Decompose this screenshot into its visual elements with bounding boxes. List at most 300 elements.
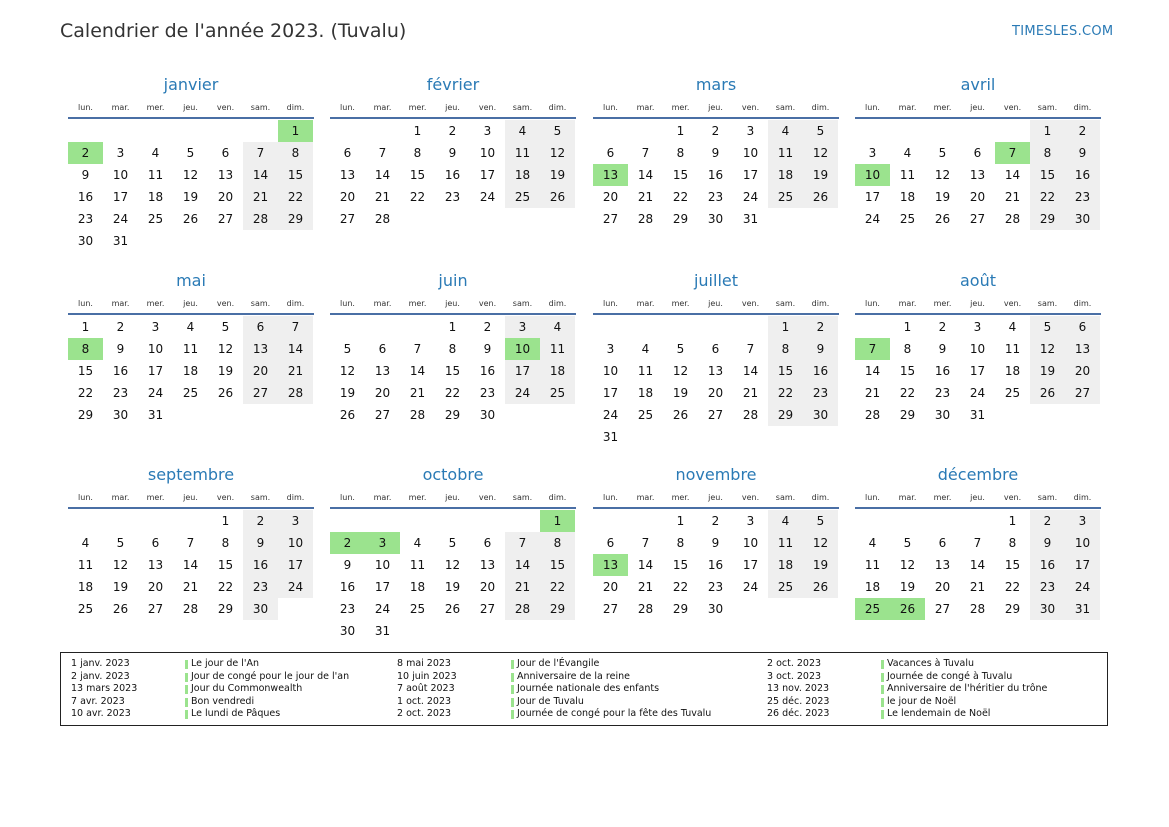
day-cell: 16 bbox=[1065, 164, 1100, 186]
month-name: mai bbox=[176, 271, 206, 290]
day-cell: 22 bbox=[672, 190, 689, 204]
day-cell: 28 bbox=[969, 602, 986, 616]
day-cell: 29 bbox=[899, 408, 916, 422]
day-cell: 14 bbox=[243, 164, 278, 186]
day-cell: 14 bbox=[864, 364, 881, 378]
day-cell: 19 bbox=[1030, 360, 1065, 382]
day-cell: 14 bbox=[409, 364, 426, 378]
day-cell: 27 bbox=[147, 602, 164, 616]
day-cell: 30 bbox=[1065, 208, 1100, 230]
day-cell: 2 bbox=[243, 510, 278, 532]
day-cell: 4 bbox=[413, 536, 422, 550]
weekday-header bbox=[855, 487, 1101, 509]
day-cell: 1 bbox=[1008, 514, 1017, 528]
weekday-label: sam. bbox=[1037, 298, 1058, 308]
empty-cell bbox=[698, 316, 733, 338]
month-1 bbox=[330, 73, 576, 230]
day-cell: 8 bbox=[278, 142, 313, 164]
empty-cell bbox=[995, 120, 1030, 142]
empty-cell bbox=[173, 510, 208, 532]
day-cell: 20 bbox=[1065, 360, 1100, 382]
day-cell: 31 bbox=[374, 624, 391, 638]
day-cell: 28 bbox=[374, 212, 391, 226]
day-cell: 4 bbox=[81, 536, 90, 550]
day-cell: 18 bbox=[864, 580, 881, 594]
day-grid bbox=[855, 510, 1101, 620]
day-cell: 14 bbox=[637, 168, 654, 182]
legend-date: 2 oct. 2023 bbox=[767, 658, 822, 669]
day-cell: 21 bbox=[742, 386, 759, 400]
legend-holiday-name: Jour de congé pour le jour de l'an bbox=[185, 671, 349, 684]
legend-holiday-name: Anniversaire de la reine bbox=[511, 671, 711, 684]
day-grid bbox=[855, 120, 1101, 230]
day-cell: 21 bbox=[182, 580, 199, 594]
day-cell: 12 bbox=[934, 168, 951, 182]
weekday-label: lun. bbox=[340, 492, 355, 502]
day-cell: 8 bbox=[676, 536, 685, 550]
day-cell: 26 bbox=[112, 602, 129, 616]
month-8 bbox=[68, 463, 314, 620]
day-cell: 8 bbox=[413, 146, 422, 160]
day-cell: 23 bbox=[707, 190, 724, 204]
day-cell: 15 bbox=[444, 364, 461, 378]
day-cell: 3 bbox=[151, 320, 160, 334]
day-cell: 6 bbox=[938, 536, 947, 550]
day-cell: 27 bbox=[339, 212, 356, 226]
empty-cell bbox=[208, 120, 243, 142]
empty-cell bbox=[365, 120, 400, 142]
day-cell: 20 bbox=[243, 360, 278, 382]
day-cell: 13 bbox=[374, 364, 391, 378]
weekday-header bbox=[593, 293, 839, 315]
day-cell: 3 bbox=[1065, 510, 1100, 532]
weekday-header bbox=[593, 487, 839, 509]
empty-cell bbox=[628, 316, 663, 338]
day-cell: 9 bbox=[483, 342, 492, 356]
day-cell: 10 bbox=[112, 168, 129, 182]
empty-cell bbox=[243, 120, 278, 142]
month-name: février bbox=[426, 75, 480, 94]
day-cell: 28 bbox=[864, 408, 881, 422]
day-cell: 23 bbox=[803, 382, 838, 404]
weekday-label: sam. bbox=[775, 298, 796, 308]
empty-cell bbox=[365, 316, 400, 338]
empty-cell bbox=[733, 316, 768, 338]
empty-cell bbox=[628, 120, 663, 142]
day-cell: 5 bbox=[676, 342, 685, 356]
day-cell: 5 bbox=[116, 536, 125, 550]
weekday-label: jeu. bbox=[970, 298, 985, 308]
day-cell: 23 bbox=[243, 576, 278, 598]
day-cell: 22 bbox=[217, 580, 234, 594]
day-cell: 9 bbox=[711, 536, 720, 550]
day-cell: 24 bbox=[479, 190, 496, 204]
day-cell: 12 bbox=[803, 532, 838, 554]
empty-cell bbox=[400, 316, 435, 338]
empty-cell bbox=[138, 120, 173, 142]
day-cell: 18 bbox=[182, 364, 199, 378]
day-cell: 16 bbox=[243, 554, 278, 576]
month-4 bbox=[68, 269, 314, 426]
day-cell: 30 bbox=[707, 212, 724, 226]
day-cell: 12 bbox=[112, 558, 129, 572]
day-cell: 4 bbox=[1008, 320, 1017, 334]
day-cell: 31 bbox=[602, 430, 619, 444]
day-cell: 18 bbox=[1004, 364, 1021, 378]
month-name: juillet bbox=[693, 271, 739, 290]
legend-holiday-name: Le lundi de Pâques bbox=[185, 708, 349, 721]
day-cell: 22 bbox=[1004, 580, 1021, 594]
day-cell: 1 bbox=[81, 320, 90, 334]
day-cell: 11 bbox=[147, 168, 164, 182]
day-cell: 1 bbox=[676, 124, 685, 138]
day-cell: 14 bbox=[969, 558, 986, 572]
day-cell: 1 bbox=[1030, 120, 1065, 142]
day-cell: 5 bbox=[448, 536, 457, 550]
day-cell: 9 bbox=[448, 146, 457, 160]
day-cell: 5 bbox=[803, 510, 838, 532]
day-cell: 4 bbox=[505, 120, 540, 142]
day-cell: 20 bbox=[147, 580, 164, 594]
day-cell: 15 bbox=[672, 168, 689, 182]
day-cell: 3 bbox=[505, 316, 540, 338]
day-cell: 16 bbox=[1030, 554, 1065, 576]
weekday-label: mar. bbox=[636, 298, 655, 308]
day-cell: 10 bbox=[969, 342, 986, 356]
empty-cell bbox=[960, 510, 995, 532]
empty-cell bbox=[855, 510, 890, 532]
day-cell: 16 bbox=[77, 190, 94, 204]
day-cell: 11 bbox=[540, 338, 575, 360]
day-cell: 26 bbox=[217, 386, 234, 400]
empty-cell bbox=[960, 120, 995, 142]
day-cell: 6 bbox=[378, 342, 387, 356]
day-cell: 21 bbox=[1004, 190, 1021, 204]
day-cell: 3 bbox=[278, 510, 313, 532]
day-cell: 22 bbox=[540, 576, 575, 598]
day-cell: 28 bbox=[243, 208, 278, 230]
day-cell: 3 bbox=[868, 146, 877, 160]
legend-date: 7 août 2023 bbox=[397, 683, 455, 695]
day-cell: 7 bbox=[746, 342, 755, 356]
day-grid bbox=[593, 316, 839, 448]
day-cell: 22 bbox=[899, 386, 916, 400]
weekday-header bbox=[68, 97, 314, 119]
day-cell: 11 bbox=[182, 342, 199, 356]
weekday-label: jeu. bbox=[183, 492, 198, 502]
day-cell: 4 bbox=[540, 316, 575, 338]
weekday-label: dim. bbox=[286, 102, 305, 112]
weekday-label: ven. bbox=[1003, 492, 1022, 502]
day-cell: 15 bbox=[768, 360, 803, 382]
day-cell: 30 bbox=[112, 408, 129, 422]
weekday-label: lun. bbox=[78, 298, 93, 308]
day-cell: 3 bbox=[973, 320, 982, 334]
day-cell: 25 bbox=[637, 408, 654, 422]
day-cell: 20 bbox=[707, 386, 724, 400]
day-cell: 23 bbox=[444, 190, 461, 204]
day-cell: 12 bbox=[540, 142, 575, 164]
day-cell: 15 bbox=[409, 168, 426, 182]
empty-cell bbox=[890, 120, 925, 142]
day-cell: 24 bbox=[147, 386, 164, 400]
weekday-label: mar. bbox=[898, 492, 917, 502]
legend-names-column bbox=[185, 658, 349, 721]
day-cell: 7 bbox=[413, 342, 422, 356]
weekday-label: dim. bbox=[286, 492, 305, 502]
day-cell: 16 bbox=[339, 580, 356, 594]
holiday-day-cell: 7 bbox=[855, 338, 890, 360]
legend-holiday-name: Jour de Tuvalu bbox=[511, 696, 711, 709]
day-cell: 4 bbox=[903, 146, 912, 160]
legend-date: 1 janv. 2023 bbox=[71, 658, 130, 669]
weekday-label: jeu. bbox=[445, 492, 460, 502]
day-cell: 7 bbox=[378, 146, 387, 160]
site-link[interactable]: TIMESLES.COM bbox=[1012, 24, 1114, 39]
day-cell: 28 bbox=[182, 602, 199, 616]
day-cell: 21 bbox=[409, 386, 426, 400]
empty-cell bbox=[103, 120, 138, 142]
weekday-label: dim. bbox=[811, 298, 830, 308]
weekday-label: lun. bbox=[603, 298, 618, 308]
day-cell: 27 bbox=[217, 212, 234, 226]
day-grid bbox=[330, 510, 576, 642]
day-cell: 3 bbox=[746, 124, 755, 138]
weekday-label: mer. bbox=[408, 102, 427, 112]
month-0 bbox=[68, 73, 314, 252]
day-grid bbox=[68, 120, 314, 252]
legend-date: 13 nov. 2023 bbox=[767, 683, 830, 695]
day-cell: 16 bbox=[707, 168, 724, 182]
empty-cell bbox=[365, 510, 400, 532]
empty-cell bbox=[330, 316, 365, 338]
weekday-header bbox=[330, 97, 576, 119]
weekday-label: mar. bbox=[898, 102, 917, 112]
weekday-label: dim. bbox=[548, 492, 567, 502]
day-cell: 25 bbox=[1004, 386, 1021, 400]
day-cell: 1 bbox=[903, 320, 912, 334]
day-cell: 10 bbox=[278, 532, 313, 554]
legend-names-column bbox=[511, 658, 711, 721]
day-cell: 18 bbox=[768, 164, 803, 186]
weekday-label: jeu. bbox=[970, 492, 985, 502]
weekday-label: lun. bbox=[865, 102, 880, 112]
weekday-label: mer. bbox=[408, 298, 427, 308]
weekday-label: jeu. bbox=[445, 298, 460, 308]
month-name: janvier bbox=[163, 75, 219, 94]
weekday-label: dim. bbox=[811, 492, 830, 502]
weekday-label: sam. bbox=[250, 492, 271, 502]
day-cell: 27 bbox=[374, 408, 391, 422]
day-cell: 6 bbox=[711, 342, 720, 356]
day-cell: 18 bbox=[505, 164, 540, 186]
day-cell: 13 bbox=[934, 558, 951, 572]
holiday-day-cell: 7 bbox=[995, 142, 1030, 164]
weekday-label: dim. bbox=[1073, 102, 1092, 112]
page-title: Calendrier de l'année 2023. (Tuvalu) bbox=[60, 20, 407, 42]
day-cell: 8 bbox=[903, 342, 912, 356]
day-cell: 25 bbox=[182, 386, 199, 400]
day-cell: 28 bbox=[1004, 212, 1021, 226]
weekday-label: lun. bbox=[78, 102, 93, 112]
day-cell: 25 bbox=[147, 212, 164, 226]
day-cell: 11 bbox=[77, 558, 94, 572]
weekday-label: sam. bbox=[1037, 102, 1058, 112]
weekday-label: ven. bbox=[478, 102, 497, 112]
day-cell: 8 bbox=[1030, 142, 1065, 164]
day-cell: 15 bbox=[77, 364, 94, 378]
holiday-day-cell: 13 bbox=[593, 554, 628, 576]
day-cell: 27 bbox=[243, 382, 278, 404]
weekday-label: mer. bbox=[146, 298, 165, 308]
day-cell: 9 bbox=[243, 532, 278, 554]
day-cell: 2 bbox=[711, 514, 720, 528]
day-cell: 28 bbox=[505, 598, 540, 620]
day-cell: 8 bbox=[221, 536, 230, 550]
day-cell: 6 bbox=[243, 316, 278, 338]
weekday-label: mer. bbox=[933, 102, 952, 112]
weekday-label: sam. bbox=[512, 492, 533, 502]
day-cell: 29 bbox=[672, 602, 689, 616]
day-cell: 26 bbox=[182, 212, 199, 226]
day-cell: 21 bbox=[243, 186, 278, 208]
month-name: octobre bbox=[422, 465, 484, 484]
day-cell: 30 bbox=[803, 404, 838, 426]
day-cell: 24 bbox=[602, 408, 619, 422]
empty-cell bbox=[173, 120, 208, 142]
day-cell: 23 bbox=[339, 602, 356, 616]
weekday-label: lun. bbox=[865, 298, 880, 308]
day-cell: 21 bbox=[374, 190, 391, 204]
day-cell: 17 bbox=[602, 386, 619, 400]
weekday-header bbox=[593, 97, 839, 119]
day-cell: 3 bbox=[116, 146, 125, 160]
day-cell: 25 bbox=[768, 576, 803, 598]
weekday-label: mer. bbox=[146, 492, 165, 502]
day-cell: 5 bbox=[938, 146, 947, 160]
weekday-label: ven. bbox=[1003, 102, 1022, 112]
day-cell: 8 bbox=[768, 338, 803, 360]
holiday-day-cell: 1 bbox=[540, 510, 575, 532]
day-cell: 2 bbox=[711, 124, 720, 138]
day-cell: 12 bbox=[672, 364, 689, 378]
day-cell: 26 bbox=[803, 186, 838, 208]
weekday-label: sam. bbox=[775, 102, 796, 112]
day-cell: 20 bbox=[217, 190, 234, 204]
day-cell: 28 bbox=[409, 408, 426, 422]
month-name: mars bbox=[695, 75, 737, 94]
weekday-label: dim. bbox=[548, 298, 567, 308]
day-grid bbox=[330, 316, 576, 426]
day-cell: 11 bbox=[864, 558, 881, 572]
day-cell: 16 bbox=[444, 168, 461, 182]
legend-date: 26 déc. 2023 bbox=[767, 708, 830, 720]
day-cell: 27 bbox=[602, 602, 619, 616]
day-cell: 23 bbox=[707, 580, 724, 594]
legend-holiday-name: Journée de congé à Tuvalu bbox=[881, 671, 1047, 684]
day-cell: 7 bbox=[243, 142, 278, 164]
day-cell: 6 bbox=[973, 146, 982, 160]
legend-date: 10 juin 2023 bbox=[397, 670, 457, 682]
weekday-label: mer. bbox=[671, 102, 690, 112]
day-cell: 28 bbox=[278, 382, 313, 404]
day-cell: 24 bbox=[1065, 576, 1100, 598]
legend-names-column bbox=[881, 658, 1047, 721]
day-cell: 25 bbox=[540, 382, 575, 404]
holiday-day-cell: 2 bbox=[330, 532, 365, 554]
day-cell: 21 bbox=[637, 190, 654, 204]
weekday-label: jeu. bbox=[708, 298, 723, 308]
weekday-label: sam. bbox=[250, 298, 271, 308]
holiday-day-cell: 3 bbox=[365, 532, 400, 554]
day-cell: 5 bbox=[540, 120, 575, 142]
day-cell: 10 bbox=[742, 536, 759, 550]
weekday-label: ven. bbox=[478, 298, 497, 308]
weekday-label: mar. bbox=[373, 492, 392, 502]
day-cell: 23 bbox=[1065, 186, 1100, 208]
day-cell: 4 bbox=[186, 320, 195, 334]
weekday-label: ven. bbox=[216, 298, 235, 308]
empty-cell bbox=[400, 510, 435, 532]
day-cell: 22 bbox=[409, 190, 426, 204]
day-cell: 5 bbox=[803, 120, 838, 142]
day-cell: 18 bbox=[540, 360, 575, 382]
day-cell: 30 bbox=[1030, 598, 1065, 620]
weekday-label: lun. bbox=[78, 492, 93, 502]
weekday-label: mar. bbox=[898, 298, 917, 308]
day-cell: 23 bbox=[934, 386, 951, 400]
day-cell: 14 bbox=[637, 558, 654, 572]
weekday-label: ven. bbox=[1003, 298, 1022, 308]
day-cell: 11 bbox=[899, 168, 916, 182]
empty-cell bbox=[925, 120, 960, 142]
month-name: avril bbox=[960, 75, 996, 94]
day-cell: 9 bbox=[81, 168, 90, 182]
weekday-label: ven. bbox=[741, 102, 760, 112]
day-cell: 4 bbox=[151, 146, 160, 160]
month-name: juin bbox=[438, 271, 468, 290]
weekday-label: mar. bbox=[373, 102, 392, 112]
day-cell: 30 bbox=[934, 408, 951, 422]
month-11 bbox=[855, 463, 1101, 620]
day-cell: 30 bbox=[77, 234, 94, 248]
day-cell: 29 bbox=[77, 408, 94, 422]
holiday-day-cell: 8 bbox=[68, 338, 103, 360]
day-cell: 3 bbox=[483, 124, 492, 138]
day-cell: 30 bbox=[479, 408, 496, 422]
weekday-label: mar. bbox=[111, 298, 130, 308]
day-cell: 29 bbox=[278, 208, 313, 230]
day-cell: 5 bbox=[186, 146, 195, 160]
day-cell: 22 bbox=[77, 386, 94, 400]
day-cell: 5 bbox=[903, 536, 912, 550]
empty-cell bbox=[925, 510, 960, 532]
day-cell: 17 bbox=[864, 190, 881, 204]
day-grid bbox=[330, 120, 576, 230]
holiday-day-cell: 26 bbox=[890, 598, 925, 620]
day-cell: 6 bbox=[151, 536, 160, 550]
day-cell: 15 bbox=[278, 164, 313, 186]
legend-holiday-name: Le jour de l'An bbox=[185, 658, 349, 671]
holiday-day-cell: 10 bbox=[505, 338, 540, 360]
day-cell: 5 bbox=[343, 342, 352, 356]
day-cell: 9 bbox=[711, 146, 720, 160]
day-cell: 4 bbox=[868, 536, 877, 550]
day-cell: 3 bbox=[606, 342, 615, 356]
day-cell: 17 bbox=[479, 168, 496, 182]
day-cell: 26 bbox=[444, 602, 461, 616]
legend-holiday-name: Journée de congé pour la fête des Tuvalu bbox=[511, 708, 711, 721]
